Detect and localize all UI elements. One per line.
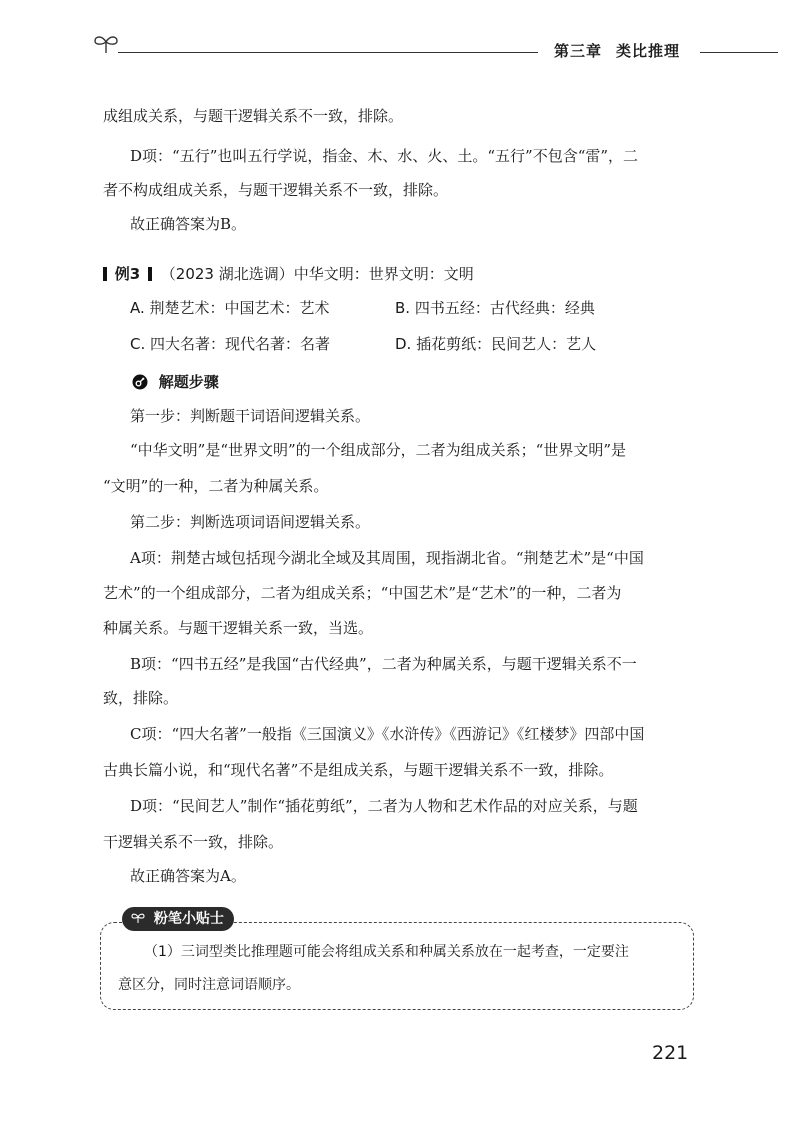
tip-line: （1）三词型类比推理题可能会将组成关系和种属关系放在一起考查，一定要注	[144, 944, 629, 960]
tip-title: 粉笔小贴士	[153, 911, 224, 927]
solution-line: 第一步：判断题干词语间逻辑关系。	[130, 407, 371, 425]
solution-line: A项：荆楚古域包括现今湖北全域及其周围，现指湖北省。“荆楚艺术”是“中国	[130, 549, 644, 567]
option-b: B. 四书五经：古代经典：经典	[395, 299, 595, 317]
solution-line: 干逻辑关系不一致，排除。	[103, 833, 284, 851]
tip-line: 意区分，同时注意词语顺序。	[118, 977, 300, 993]
solution-line: 第二步：判断选项词语间逻辑关系。	[130, 513, 371, 531]
solution-heading	[132, 372, 219, 392]
solution-line: 致，排除。	[103, 689, 179, 707]
example-stem: （2023 湖北选调）中华文明：世界文明：文明	[160, 265, 474, 283]
solution-line: D项：“民间艺人”制作“插花剪纸”，二者为人物和艺术作品的对应关系，与题	[130, 797, 638, 815]
solution-line: “文明”的一种，二者为种属关系。	[103, 477, 329, 495]
tip-title-tab	[122, 907, 234, 931]
chapter-label: 第三章	[554, 42, 603, 60]
example-bar-left	[103, 267, 107, 281]
body-line: 者不构成组成关系，与题干逻辑关系不一致，排除。	[103, 181, 449, 199]
solution-line: B项：“四书五经”是我国“古代经典”，二者为种属关系，与题干逻辑关系不一	[130, 655, 637, 673]
body-line: D项：“五行”也叫五行学说，指金、木、水、火、土。“五行”不包含“雷”，二	[130, 147, 639, 165]
sprout-icon	[92, 33, 120, 55]
solution-line: “中华文明”是“世界文明”的一个组成部分，二者为组成关系；“世界文明”是	[130, 441, 627, 459]
sprout-icon	[130, 912, 146, 924]
example-label: 例3	[114, 265, 141, 283]
solution-line: 故正确答案为A。	[130, 867, 246, 885]
header-rule-left	[118, 52, 538, 53]
solution-line: 古典长篇小说，和“现代名著”不是组成关系，与题干逻辑关系不一致，排除。	[103, 761, 614, 779]
solution-line: 种属关系。与题干逻辑关系一致，当选。	[103, 619, 374, 637]
option-a: A. 荆楚艺术：中国艺术：艺术	[130, 299, 330, 317]
key-icon	[132, 374, 148, 390]
example-stem-row	[103, 264, 474, 284]
solution-heading-text: 解题步骤	[158, 373, 219, 391]
solution-line: C项：“四大名著”一般指《三国演义》《水浒传》《西游记》《红楼梦》四部中国	[130, 725, 645, 743]
running-header	[554, 40, 680, 61]
option-c: C. 四大名著：现代名著：名著	[130, 335, 331, 353]
option-d: D. 插花剪纸：民间艺人：艺人	[395, 335, 597, 353]
body-line: 故正确答案为B。	[130, 215, 247, 233]
section-label: 类比推理	[616, 42, 681, 60]
example-bar-right	[148, 267, 152, 281]
header-rule-right	[700, 52, 778, 53]
body-line: 成组成关系，与题干逻辑关系不一致，排除。	[103, 107, 404, 125]
page-number: 221	[652, 1042, 689, 1064]
tip-box	[100, 922, 694, 1010]
solution-line: 艺术”的一个组成部分，二者为组成关系；“中国艺术”是“艺术”的一种，二者为	[103, 584, 622, 602]
